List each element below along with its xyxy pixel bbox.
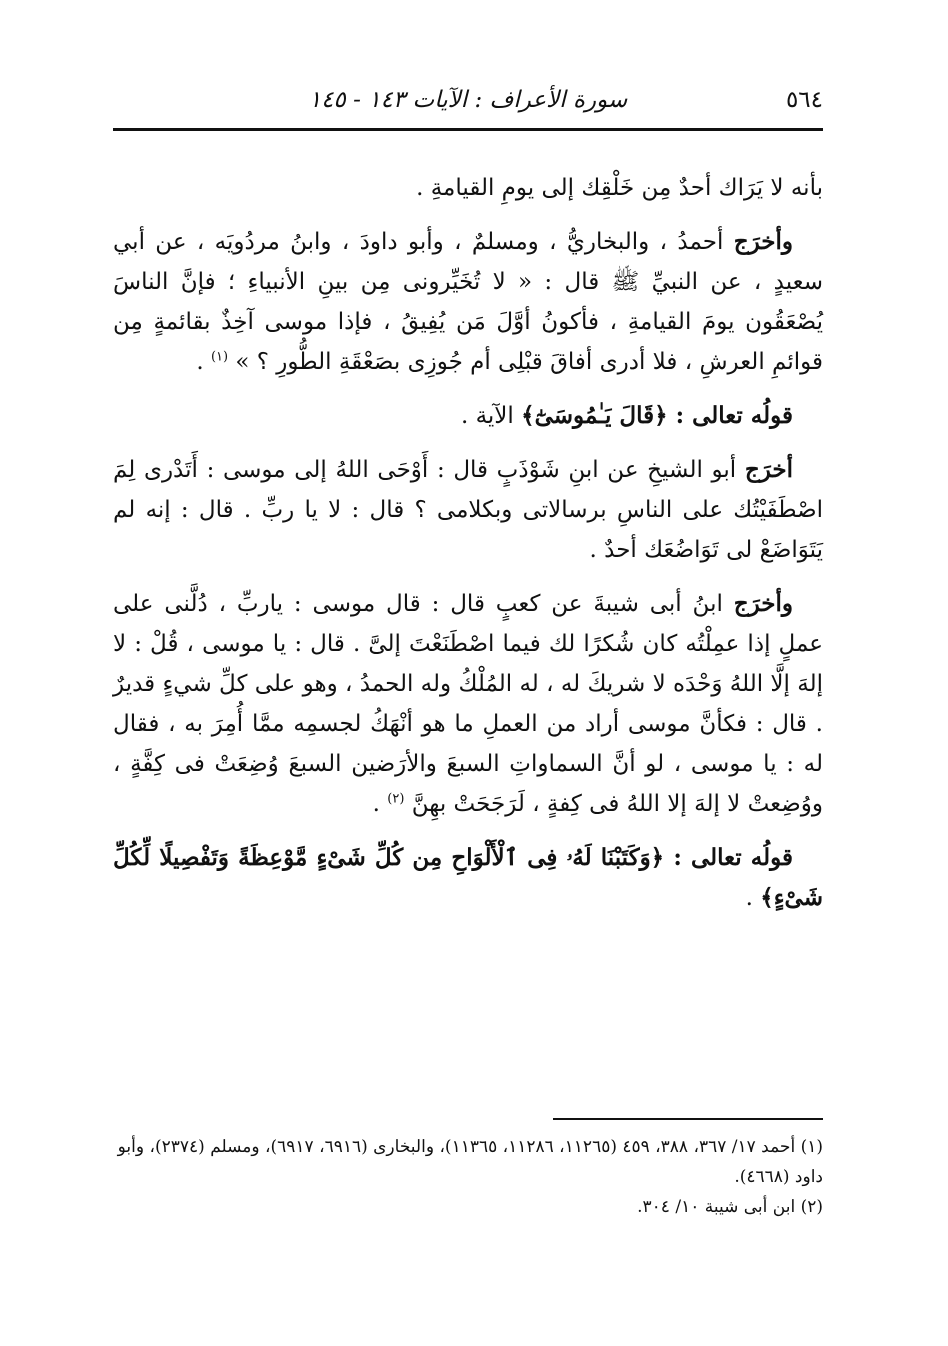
footnote-ref[interactable]: (٢): [387, 791, 405, 807]
book-page: [113, 70, 823, 1320]
paragraph-lead: قولُه تعالى :: [675, 402, 793, 429]
footnote: (٢) ابن أبى شيبة ١٠/ ٣٠٤.: [637, 1197, 823, 1217]
paragraph-text: الآية .: [460, 403, 522, 429]
paragraph-lead: وأخرَج: [733, 590, 793, 617]
paragraph-lead: أخرَج: [744, 456, 793, 483]
header-rule: [113, 128, 823, 131]
running-title: سورة الأعراف : الآيات ١٤٣ - ١٤٥: [308, 87, 628, 113]
paragraph-tail: .: [372, 791, 388, 817]
page-number: ٥٦٤: [785, 87, 823, 113]
paragraph-text: أحمدُ ، والبخاريُّ ، ومسلمٌ ، وأبو داودَ ، وابنُ مردُويَه ، عن أبي سعيدٍ ، عن النبيِّ ﷺ قال : « لا تُخَيِّرونى مِن بينِ الأنبياءِ ؛ فإنَّ الناسَ يُصْعَقُون يومَ القيامةِ ، فأكونُ أوَّلَ مَن يُفِيقُ ، فإذا موسى آخِذٌ بقائمةٍ مِن قوائمِ العرشِ ، فلا أدرى أفاقَ قبْلِى أم جُوزِى بصَعْقَةِ الطُّورِ ؟ »: [113, 229, 823, 375]
paragraph-lead: قولُه تعالى :: [673, 844, 794, 871]
paragraph: [113, 838, 823, 918]
paragraph-text: أبو الشيخِ عن ابنِ شَوْذَبٍ قال : أَوْحَى اللهُ إلى موسى : أَتَدْرى لِمَ اصْطَفَيْتُك على الناسِ برسالاتى وبكلامى ؟ قال : لا يا ربِّ . قال : إنه لم يَتَوَاضَعْ لى تَوَاضُعَك أحدٌ .: [113, 457, 823, 563]
paragraph: [113, 396, 823, 436]
page-body: [113, 168, 823, 932]
quran-verse: ﴿قَالَ يَـٰمُوسَىٰٓ﴾: [521, 402, 676, 429]
footnotes: [113, 1132, 823, 1222]
footnote-ref[interactable]: (١): [210, 349, 229, 365]
paragraph-lead: وأخرَج: [733, 228, 793, 255]
paragraph-text: ابنُ أبى شيبةَ عن كعبٍ قال : قال موسى : ياربِّ ، دُلَّنى على عملٍ إذا عمِلْتُه كان شُكرًا لك فيما اصْطَنَعْتَ إلىَّ . قال : يا موسى ، قُلْ : لا إلهَ إلَّا اللهُ وَحْدَه لا شريكَ له ، له المُلْكُ وله الحمدُ ، وهو على كلِّ شيءٍ قديرٌ . قال : فكأنَّ موسى أراد من العملِ ما هو أنْهَكُ لجسمِه ممَّا أُمِرَ به ، فقال له : يا موسى ، لو أنَّ السماواتِ السبعَ والأرَضين السبعَ وُضِعَتْ فى كِفَّةٍ ، ووُضِعتْ لا إلهَ إلا اللهُ فى كِفةٍ ، لَرَجَحَتْ بهِنَّ: [113, 591, 823, 817]
paragraph: [113, 168, 823, 208]
paragraph: [113, 584, 823, 824]
footnote: (١) أحمد ١٧/ ٣٦٧، ٣٨٨، ٤٥٩ (١١٢٦٥، ١١٢٨٦، ١١٣٦٥)، والبخارى (٦٩١٦، ٦٩١٧)، ومسلم (٢٣٧٤)، وأبو داود (٤٦٦٨).: [117, 1137, 823, 1187]
quran-verse: ﴿وَكَتَبْنَا لَهُۥ فِى ٱلْأَلْوَاحِ مِن كُلِّ شَىْءٍ مَّوْعِظَةً وَتَفْصِيلًا لِّكُلِّ شَىْءٍ﴾: [113, 844, 823, 911]
paragraph-text: بأنه لا يَرَاك أحدٌ مِن خَلْقِك إلى يومِ القيامةِ .: [416, 175, 823, 201]
paragraph: [113, 450, 823, 570]
footnote-rule: [553, 1118, 823, 1120]
paragraph: [113, 222, 823, 382]
page-header: [113, 70, 823, 120]
paragraph-text: .: [745, 885, 761, 911]
paragraph-tail: .: [196, 349, 211, 375]
